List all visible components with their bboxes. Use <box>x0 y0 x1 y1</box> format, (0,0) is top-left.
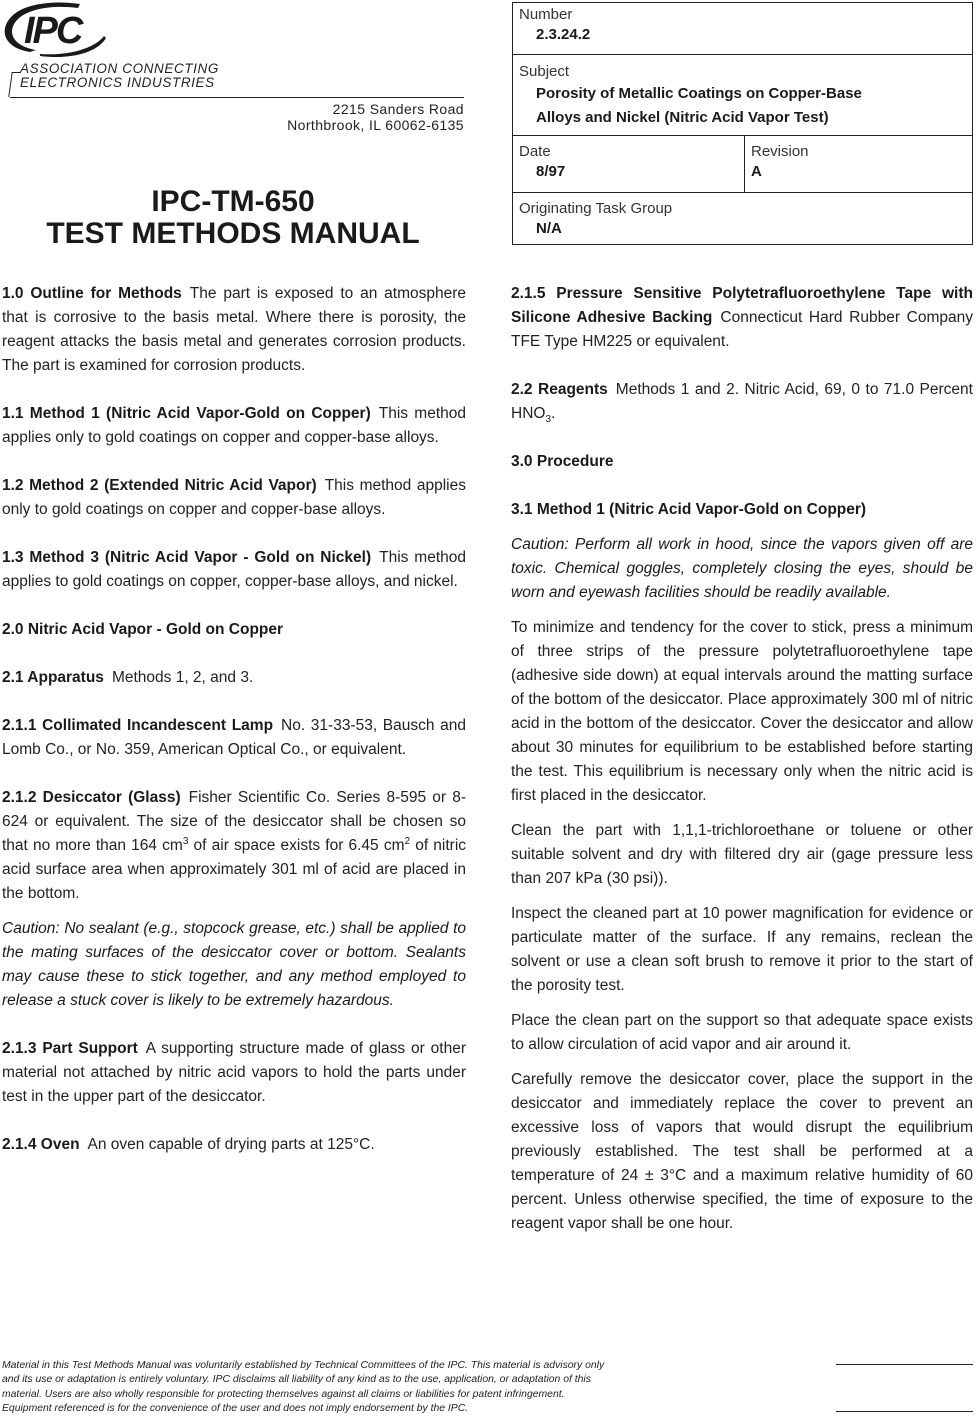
association-line-2: ELECTRONICS INDUSTRIES <box>20 75 215 90</box>
section-2-1-2 <box>2 786 466 906</box>
section-2-1-1 <box>2 714 466 762</box>
section-1-3 <box>2 546 466 594</box>
caution-text: Caution: Perform all work in hood, since the vapors given off are toxic. Chemical goggles, completely closing the eyes, should be worn and eyewash facilities should be readily available. <box>511 536 973 601</box>
subject-cell <box>513 55 972 136</box>
title-line-2: TEST METHODS MANUAL <box>46 217 420 250</box>
section-heading: 1.2 Method 2 (Extended Nitric Acid Vapor) <box>2 477 317 494</box>
footer-disclaimer <box>2 1359 692 1416</box>
section-2-1-3 <box>2 1037 466 1109</box>
section-2-1 <box>2 666 466 690</box>
disclaimer-line: Material in this Test Methods Manual was voluntarily established by Technical Committees of the IPC. This material is advisory only <box>2 1360 605 1371</box>
date-cell <box>513 136 744 193</box>
disclaimer-line: material. Users are also wholly responsible for protecting themselves against all claims or liabilities for patent infringement. <box>2 1388 565 1400</box>
procedure-paragraph: Clean the part with 1,1,1-trichloroethane or toluene or other suitable solvent and dry with filtered dry air (gage pressure less than 207 kPa (30 psi)). <box>511 822 973 887</box>
revision-label: Revision <box>751 143 809 160</box>
footer-rule-bottom <box>836 1411 973 1412</box>
section-body: . <box>551 405 556 422</box>
date-label: Date <box>519 143 551 160</box>
section-body: A supporting structure made of glass or other material not attached by nitric acid vapors to hold the parts under test in the upper part of the desiccator. <box>2 1040 466 1105</box>
header-rule <box>10 97 464 98</box>
subscript: 3 <box>545 414 552 426</box>
document-info-box <box>512 2 973 245</box>
task-group-value: N/A <box>536 220 562 237</box>
section-body: Fisher Scientific Co. Series 8-595 or 8-624 or equivalent. The size of the desiccator shall be chosen so that no more than 164 cm <box>2 789 466 854</box>
logo-text: IPC <box>24 10 82 52</box>
section-heading: 2.1.4 Oven <box>2 1136 80 1153</box>
right-column <box>511 282 973 1247</box>
section-3-0 <box>511 450 973 474</box>
title-line-1: IPC-TM-650 <box>151 185 315 218</box>
caution-hood <box>511 533 973 605</box>
superscript: 3 <box>182 835 189 847</box>
address <box>287 101 464 133</box>
section-body: This method applies only to gold coatings on copper and copper-base alloys. <box>2 477 466 518</box>
disclaimer-line: and its use or adaptation is entirely voluntary. IPC disclaims all liability of any kind as to the use, application, or adaptation of this <box>2 1374 591 1386</box>
left-column <box>2 282 466 1181</box>
section-1-2 <box>2 474 466 522</box>
section-body: Methods 1 and 2. Nitric Acid, 69, 0 to 71.0 Percent HNO <box>511 381 973 422</box>
association-bracket <box>8 72 21 97</box>
section-heading: 2.0 Nitric Acid Vapor - Gold on Copper <box>2 621 284 638</box>
procedure-paragraph: To minimize and tendency for the cover to stick, press a minimum of three strips of the pressure polytetrafluoroethylene tape (adhesive side down) at equal intervals around the matting surface of the bottom of the desiccator. Place approximately 300 ml of nitric acid in the bottom of the desiccator. Cover the desiccator and allow about 30 minutes for equilibrium to be established before starting the test. This equilibrium is necessary only when the nitric acid is first placed in the desiccator. <box>511 619 973 804</box>
manual-title <box>0 186 466 250</box>
section-heading: 3.1 Method 1 (Nitric Acid Vapor-Gold on Copper) <box>511 501 867 518</box>
address-line-2: Northbrook, IL 60062-6135 <box>287 117 464 133</box>
section-2-2 <box>511 378 973 426</box>
section-2-1-5 <box>511 282 973 354</box>
revision-value: A <box>751 163 762 180</box>
section-heading: 2.1 Apparatus <box>2 669 104 686</box>
section-heading: 2.1.2 Desiccator (Glass) <box>2 789 181 806</box>
footer-rule-top <box>836 1364 973 1365</box>
section-body: The part is exposed to an atmosphere that is corrosive to the basis metal. Where there is porosity, the reagent attacks the basis metal and generates corrosion products. The part is examined for corrosion products. <box>2 285 466 374</box>
disclaimer-line: Equipment referenced is for the convenience of the user and does not imply endorsement by the IPC. <box>2 1402 469 1414</box>
section-heading: 2.1.5 Pressure Sensitive Polytetrafluoroethylene Tape with Silicone Adhesive Backing <box>511 285 973 326</box>
procedure-paragraph: Carefully remove the desiccator cover, place the support in the desiccator and immediately replace the cover to prevent an excessive loss of vapors that would disrupt the equilibrium previously established. The test shall be performed at a temperature of 24 ± 3°C and a maximum relative humidity of 60 percent. Unless otherwise specified, the time of exposure to the reagent vapor shall be one hour. <box>511 1071 973 1232</box>
section-body: Methods 1, 2, and 3. <box>111 669 254 686</box>
section-1-1 <box>2 402 466 450</box>
section-3-1 <box>511 498 973 522</box>
ipc-logo <box>0 0 110 58</box>
section-heading: 3.0 Procedure <box>511 453 614 470</box>
caution-sealant <box>2 917 466 1013</box>
section-heading: 1.0 Outline for Methods <box>2 285 182 302</box>
section-body: No. 31-33-53, Bausch and Lomb Co., or No. 359, American Optical Co., or equivalent. <box>2 717 467 758</box>
association-tagline <box>20 62 219 90</box>
number-value: 2.3.24.2 <box>536 26 591 43</box>
superscript: 2 <box>404 835 411 847</box>
address-line-1: 2215 Sanders Road <box>332 101 464 117</box>
section-body: An oven capable of drying parts at 125°C. <box>87 1136 375 1153</box>
procedure-paragraph: Inspect the cleaned part at 10 power magnification for evidence or particulate matter of the surface. If any remains, reclean the solvent or use a clean soft brush to remove it prior to the start of the porosity test. <box>511 905 973 994</box>
section-body: of nitric acid surface area when approximately 301 ml of acid are placed in the bottom. <box>2 837 467 902</box>
section-heading: 2.2 Reagents <box>511 381 608 398</box>
section-heading: 1.3 Method 3 (Nitric Acid Vapor - Gold on Nickel) <box>2 549 372 566</box>
association-line-1: ASSOCIATION CONNECTING <box>20 61 219 76</box>
section-heading: 2.1.1 Collimated Incandescent Lamp <box>2 717 274 734</box>
section-2-0 <box>2 618 466 642</box>
section-2-1-4 <box>2 1133 466 1157</box>
subject-line-2: Alloys and Nickel (Nitric Acid Vapor Test) <box>536 109 829 126</box>
section-1-0 <box>2 282 466 378</box>
section-heading: 2.1.3 Part Support <box>2 1040 138 1057</box>
number-cell <box>513 3 972 55</box>
procedure-paragraph: Place the clean part on the support so that adequate space exists to allow circulation of acid vapor and air around it. <box>511 1012 973 1053</box>
subject-line-1: Porosity of Metallic Coatings on Copper-Base <box>536 85 862 102</box>
revision-cell <box>745 136 974 193</box>
subject-label: Subject <box>519 63 570 80</box>
section-heading: 1.1 Method 1 (Nitric Acid Vapor-Gold on Copper) <box>2 405 371 422</box>
caution-text: Caution: No sealant (e.g., stopcock grease, etc.) shall be applied to the mating surfaces of the desiccator cover or bottom. Sealants may cause these to stick together, and any method employed to release a stuck cover is likely to be extremely hazardous. <box>2 920 466 1009</box>
date-value: 8/97 <box>536 163 566 180</box>
section-body: Connecticut Hard Rubber Company TFE Type HM225 or equivalent. <box>511 309 974 350</box>
section-body: of air space exists for 6.45 cm <box>188 837 405 854</box>
section-body: This method applies to gold coatings on copper, copper-base alloys, and nickel. <box>2 549 466 590</box>
task-group-label: Originating Task Group <box>519 200 673 217</box>
task-group-cell <box>513 193 972 245</box>
number-label: Number <box>519 6 573 23</box>
section-body: This method applies only to gold coatings on copper and copper-base alloys. <box>2 405 466 446</box>
